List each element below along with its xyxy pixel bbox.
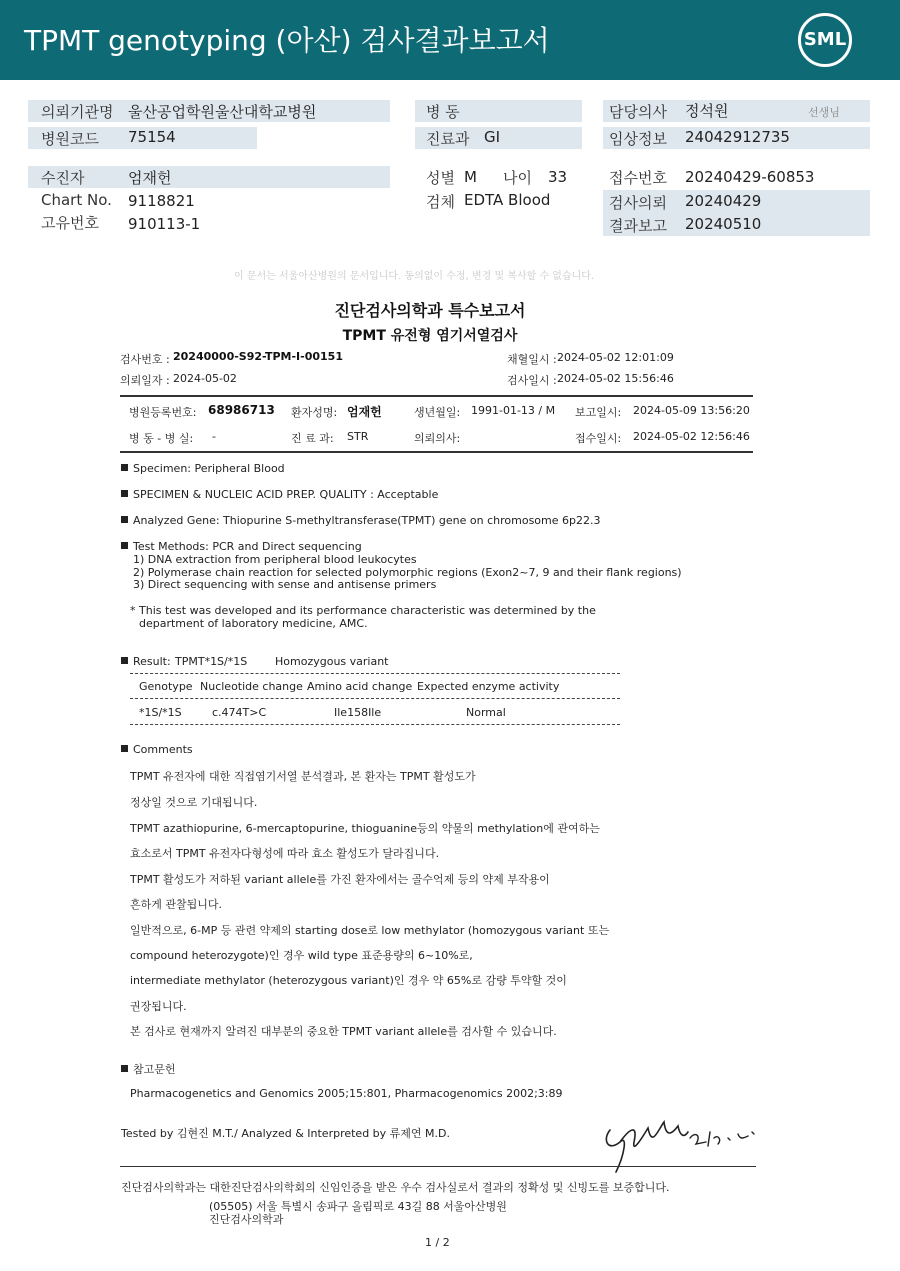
doctor-label: 담당의사 (609, 103, 667, 121)
comment-line: compound heterozygote)인 경우 wild type 표준용량의 6~10%로, (130, 949, 473, 962)
method-1: 1) DNA extraction from peripheral blood leukocytes (133, 553, 417, 566)
comment-line: TPMT azathiopurine, 6-mercaptopurine, thioguanine등의 약물의 methylation에 관여하는 (130, 822, 600, 835)
collect-value: 2024-05-02 12:01:09 (557, 351, 674, 364)
report-time-value: 2024-05-09 13:56:20 (633, 404, 750, 417)
sex-label: 성별 (426, 169, 455, 187)
chart-value: 9118821 (128, 192, 195, 210)
result-date-value: 20240510 (685, 215, 762, 233)
bullet-icon (121, 1065, 128, 1072)
clinical-label: 임상정보 (609, 130, 667, 148)
ward-label: 병 동 (426, 103, 460, 121)
hospital-code-value: 75154 (128, 128, 176, 146)
result-line: Result: (121, 655, 171, 668)
td-nucleotide: c.474T>C (212, 706, 267, 719)
th-enzyme: Expected enzyme activity (417, 680, 560, 693)
receipt-value: 20240429-60853 (685, 168, 815, 186)
result-table-top-rule (130, 673, 620, 674)
quality-line: SPECIMEN & NUCLEIC ACID PREP. QUALITY : Acceptable (121, 488, 438, 501)
result-type: Homozygous variant (275, 655, 389, 668)
comment-line: 일반적으로, 6-MP 등 관련 약제의 starting dose로 low methylator (homozygous variant 또는 (130, 924, 610, 937)
method-2: 2) Polymerase chain reaction for selected polymorphic regions (Exon2~7, 9 and their flank regions) (133, 566, 682, 579)
comment-line: 효소로서 TPMT 유전자다형성에 따라 효소 활성도가 달라집니다. (130, 847, 440, 860)
report-time-label: 보고일시: (575, 406, 622, 419)
note-line-1: * This test was developed and its performance characteristic was determined by the (130, 604, 596, 617)
doc-ward-value: - (212, 430, 216, 443)
doc-request-label: 의뢰일자 : (120, 374, 170, 387)
doc-dept-value: STR (347, 430, 369, 443)
unique-value: 910113-1 (128, 215, 201, 233)
result-table-bottom-rule (130, 724, 620, 725)
bullet-icon (121, 464, 128, 471)
bullet-icon (121, 516, 128, 523)
page-number: 1 / 2 (425, 1236, 450, 1249)
hospital-code-label: 병원코드 (41, 130, 99, 148)
dob-value: 1991-01-13 / M (471, 404, 556, 417)
th-amino-acid: Amino acid change (307, 680, 413, 693)
doctor-value: 정석원 (685, 102, 729, 120)
references-value: Pharmacogenetics and Genomics 2005;15:801, Pharmacogenomics 2002;3:89 (130, 1087, 563, 1100)
comment-line: 본 검사로 현재까지 알려진 대부분의 중요한 TPMT variant allele를 검사할 수 있습니다. (130, 1025, 557, 1038)
address-text: (05505) 서울 특별시 송파구 올림픽로 43길 88 서울아산병원 (209, 1200, 507, 1213)
age-value: 33 (548, 168, 568, 186)
bullet-icon (121, 542, 128, 549)
comment-line: 흔하게 관찰됩니다. (130, 898, 223, 911)
pname-label: 환자성명: (291, 406, 338, 419)
comment-line: TPMT 활성도가 저하된 variant allele를 가진 환자에서는 골수억제 등의 약제 부작용이 (130, 873, 550, 886)
methods-title: Test Methods: PCR and Direct sequencing (121, 540, 362, 553)
collect-label: 채혈일시 : (507, 353, 557, 366)
doc-title: 진단검사의학과 특수보고서 (334, 301, 526, 320)
sex-value: M (464, 168, 477, 186)
footer-rule (120, 1166, 756, 1167)
th-nucleotide: Nucleotide change (200, 680, 303, 693)
reg-value: 68986713 (208, 403, 275, 417)
gene-line: Analyzed Gene: Thiopurine S-methyltransferase(TPMT) gene on chromosome 6p22.3 (121, 514, 600, 527)
physician-label: 의뢰의사: (414, 432, 461, 445)
comment-line: TPMT 유전자에 대한 직접염기서열 분석결과, 본 환자는 TPMT 활성도가 (130, 770, 476, 783)
certification-text: 진단검사의학과는 대한진단검사의학회의 신임인증을 받은 우수 검사실로서 결과의 정확성 및 신빙도를 보증합니다. (121, 1181, 670, 1194)
result-date-label: 결과보고 (609, 217, 667, 235)
td-genotype: *1S/*1S (139, 706, 182, 719)
bullet-icon (121, 490, 128, 497)
receive-label: 접수일시: (575, 432, 622, 445)
clinical-value: 24042912735 (685, 128, 790, 146)
dept-name-text: 진단검사의학과 (209, 1213, 284, 1226)
exam-label: 검사일시 : (507, 374, 557, 387)
comments-title: Comments (121, 743, 193, 756)
exam-value: 2024-05-02 15:56:46 (557, 372, 674, 385)
patient-table-bottom-border (120, 451, 753, 453)
chart-label: Chart No. (41, 191, 112, 209)
doctor-suffix: 선생님 (808, 106, 840, 119)
copy-notice: 이 문서는 서울아산병원의 문서입니다. 동의없이 수정, 변경 및 복사할 수 없습니다. (234, 271, 595, 282)
signature-icon (598, 1108, 758, 1178)
bullet-icon (121, 745, 128, 752)
report-title: TPMT genotyping (아산) 검사결과보고서 (24, 24, 550, 57)
th-genotype: Genotype (139, 680, 193, 693)
request-label: 검사의뢰 (609, 194, 667, 212)
doc-dept-label: 진 료 과: (291, 432, 334, 445)
comment-line: 정상일 것으로 기대됩니다. (130, 796, 258, 809)
comment-line: intermediate methylator (heterozygous variant)인 경우 약 65%로 감량 투약할 것이 (130, 974, 567, 987)
comment-line: 권장됩니다. (130, 1000, 187, 1013)
tested-by: Tested by 김현진 M.T./ Analyzed & Interpreted by 류제연 M.D. (121, 1127, 450, 1140)
note-line-2: department of laboratory medicine, AMC. (139, 617, 368, 630)
test-no-label: 검사번호 : (120, 353, 170, 366)
institution-value: 울산공업학원울산대학교병원 (128, 103, 317, 121)
doc-subtitle: TPMT 유전형 염기서열검사 (342, 328, 518, 344)
receive-value: 2024-05-02 12:56:46 (633, 430, 750, 443)
td-enzyme: Normal (466, 706, 506, 719)
unique-label: 고유번호 (41, 214, 99, 232)
patient-value: 엄재헌 (128, 169, 172, 187)
reg-label: 병원등록번호: (129, 406, 197, 419)
dob-label: 생년월일: (414, 406, 461, 419)
test-no-value: 20240000-S92-TPM-I-00151 (173, 350, 343, 363)
doc-request-value: 2024-05-02 (173, 372, 237, 385)
specimen-line: Specimen: Peripheral Blood (121, 462, 285, 475)
sml-logo: SML (798, 13, 852, 67)
method-3: 3) Direct sequencing with sense and antisense primers (133, 578, 437, 591)
dept-label: 진료과 (426, 130, 470, 148)
receipt-label: 접수번호 (609, 169, 667, 187)
specimen-value: EDTA Blood (464, 191, 551, 209)
td-amino-acid: Ile158Ile (334, 706, 382, 719)
pname-value: 엄재헌 (347, 405, 382, 419)
references-title: 참고문헌 (121, 1061, 176, 1077)
patient-table-top-border (120, 395, 753, 397)
specimen-label: 검체 (426, 193, 455, 211)
result-table-mid-rule (130, 698, 620, 699)
result-genotype: TPMT*1S/*1S (175, 655, 248, 668)
institution-label: 의뢰기관명 (41, 103, 114, 121)
doc-ward-label: 병 동 - 병 실: (129, 432, 194, 445)
request-value: 20240429 (685, 192, 762, 210)
dept-value: GI (484, 128, 501, 146)
age-label: 나이 (503, 169, 532, 187)
patient-label: 수진자 (41, 169, 85, 187)
bullet-icon (121, 657, 128, 664)
